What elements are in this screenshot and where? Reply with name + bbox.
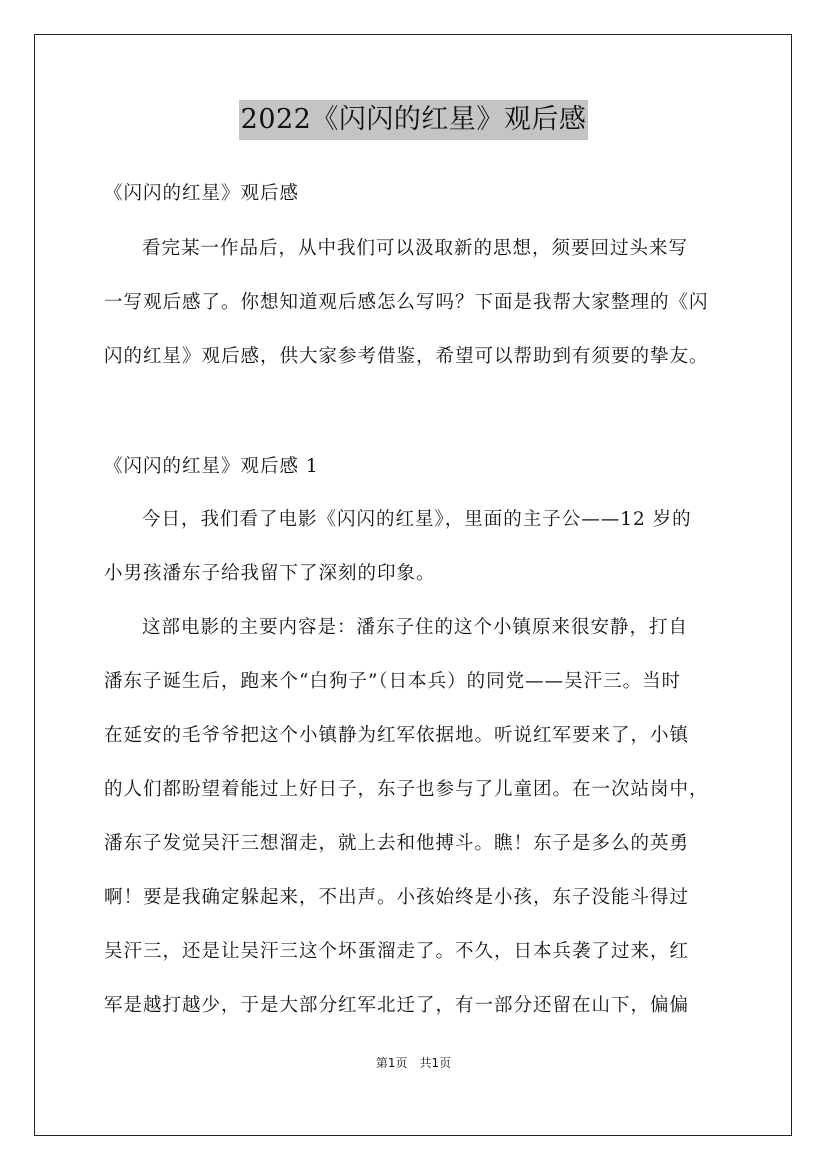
- page-footer: 第1页 共1页: [375, 1056, 452, 1070]
- para2-line-3: 在延安的毛爷爷把这个小镇静为红军依据地。听说红军要来了，小镇: [104, 725, 690, 746]
- para2-line-5: 潘东子发觉吴汗三想溜走，就上去和他搏斗。瞧！东子是多么的英勇: [104, 833, 690, 854]
- document-title-wrap: [0, 100, 827, 140]
- document-title: 2022《闪闪的红星》观后感: [239, 100, 589, 140]
- para2-line-8: 军是越打越少，于是大部分红军北迁了，有一部分还留在山下，偏偏: [104, 995, 690, 1016]
- subtitle: 《闪闪的红星》观后感: [104, 183, 300, 204]
- intro-line-1: 看完某一作品后，从中我们可以汲取新的思想，须要回过头来写: [142, 238, 689, 259]
- para2-line-6: 啊！要是我确定躲起来，不出声。小孩始终是小孩，东子没能斗得过: [104, 887, 690, 908]
- intro-line-2: 一写观后感了。你想知道观后感怎么写吗？下面是我帮大家整理的《闪: [104, 292, 709, 313]
- para2-line-7: 吴汗三，还是让吴汗三这个坏蛋溜走了。不久，日本兵袭了过来，红: [104, 941, 690, 962]
- para2-line-4: 的人们都盼望着能过上好日子，东子也参与了儿童团。在一次站岗中，: [104, 779, 709, 800]
- para1-line-1: 今日，我们看了电影《闪闪的红星》，里面的主子公——12 岁的: [142, 509, 692, 530]
- para2-line-1: 这部电影的主要内容是：潘东子住的这个小镇原来很安静，打自: [142, 617, 689, 638]
- intro-line-3: 闪的红星》观后感，供大家参考借鉴，希望可以帮助到有须要的挚友。: [104, 346, 709, 367]
- para2-line-2: 潘东子诞生后，跑来个“白狗子”（日本兵）的同党——吴汗三。当时: [104, 671, 682, 692]
- para1-line-2: 小男孩潘东子给我留下了深刻的印象。: [104, 563, 436, 584]
- section-heading: 《闪闪的红星》观后感 1: [104, 456, 319, 477]
